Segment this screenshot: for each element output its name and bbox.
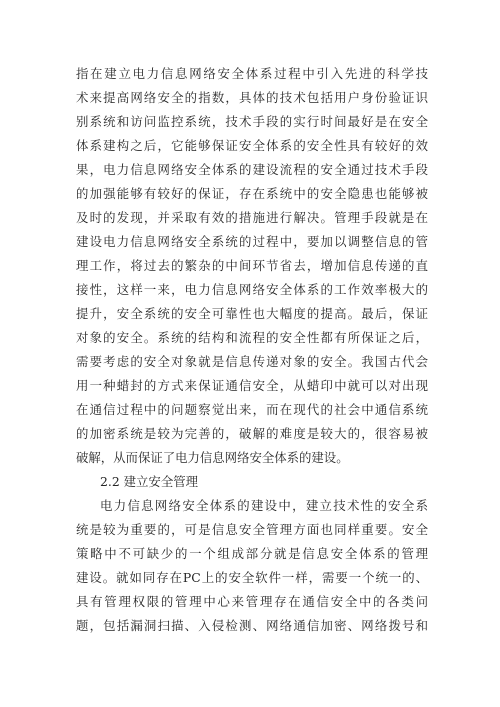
body-text-line: 对象的安全。系统的结构和流程的安全性都有所保证之后， xyxy=(76,330,428,345)
body-text-line: 术来提高网络安全的指数，具体的技术包括用户身份验证识 xyxy=(76,90,428,105)
body-text-line: 策略中不可缺少的一个组成部分就是信息安全体系的管理 xyxy=(76,546,428,561)
body-text-line: 在通信过程中的问题察觉出来，而在现代的社会中通信系统 xyxy=(76,402,428,417)
body-text-line: 题，包括漏洞扫描、入侵检测、网络通信加密、网络拨号和 xyxy=(76,618,428,633)
body-text-line: 统是较为重要的，可是信息安全管理方面也同样重要。安全 xyxy=(76,522,428,537)
body-text-line: 提升，安全系统的安全可靠性也大幅度的提高。最后，保证 xyxy=(76,306,428,321)
section-heading: 2.2 建立安全管理 xyxy=(100,474,198,489)
body-text-line: 及时的发现，并采取有效的措施进行解决。管理手段就是在 xyxy=(76,210,428,225)
body-text-line: 接性，这样一来，电力信息网络安全体系的工作效率极大的 xyxy=(76,282,428,297)
body-text-line: 果，电力信息网络安全体系的建设流程的安全通过技术手段 xyxy=(76,162,428,177)
body-text-line: 理工作，将过去的繁杂的中间环节省去，增加信息传递的直 xyxy=(76,258,428,273)
body-text-line: 体系建构之后，它能够保证安全体系的安全性具有较好的效 xyxy=(76,138,428,153)
body-text-line: 指在建立电力信息网络安全体系过程中引入先进的科学技 xyxy=(76,66,428,81)
body-text-line: 具有管理权限的管理中心来管理存在通信安全中的各类问 xyxy=(76,594,428,609)
body-text-line: 的加强能够有较好的保证，存在系统中的安全隐患也能够被 xyxy=(76,186,428,201)
body-text-line: 用一种蜡封的方式来保证通信安全，从蜡印中就可以对出现 xyxy=(76,378,428,393)
body-text-line: 别系统和访问监控系统，技术手段的实行时间最好是在安全 xyxy=(76,114,428,129)
body-text-line: 电力信息网络安全体系的建设中，建立技术性的安全系 xyxy=(100,498,428,513)
body-text-line: 需要考虑的安全对象就是信息传递对象的安全。我国古代会 xyxy=(76,354,428,369)
body-text-line: 建设电力信息网络安全系统的过程中，要加以调整信息的管 xyxy=(76,234,428,249)
body-text-line: 破解，从而保证了电力信息网络安全体系的建设。 xyxy=(76,450,349,465)
body-text-line: 建设。就如同存在PC上的安全软件一样，需要一个统一的、 xyxy=(76,570,428,585)
body-text-line: 的加密系统是较为完善的，破解的难度是较大的，很容易被 xyxy=(76,426,428,441)
